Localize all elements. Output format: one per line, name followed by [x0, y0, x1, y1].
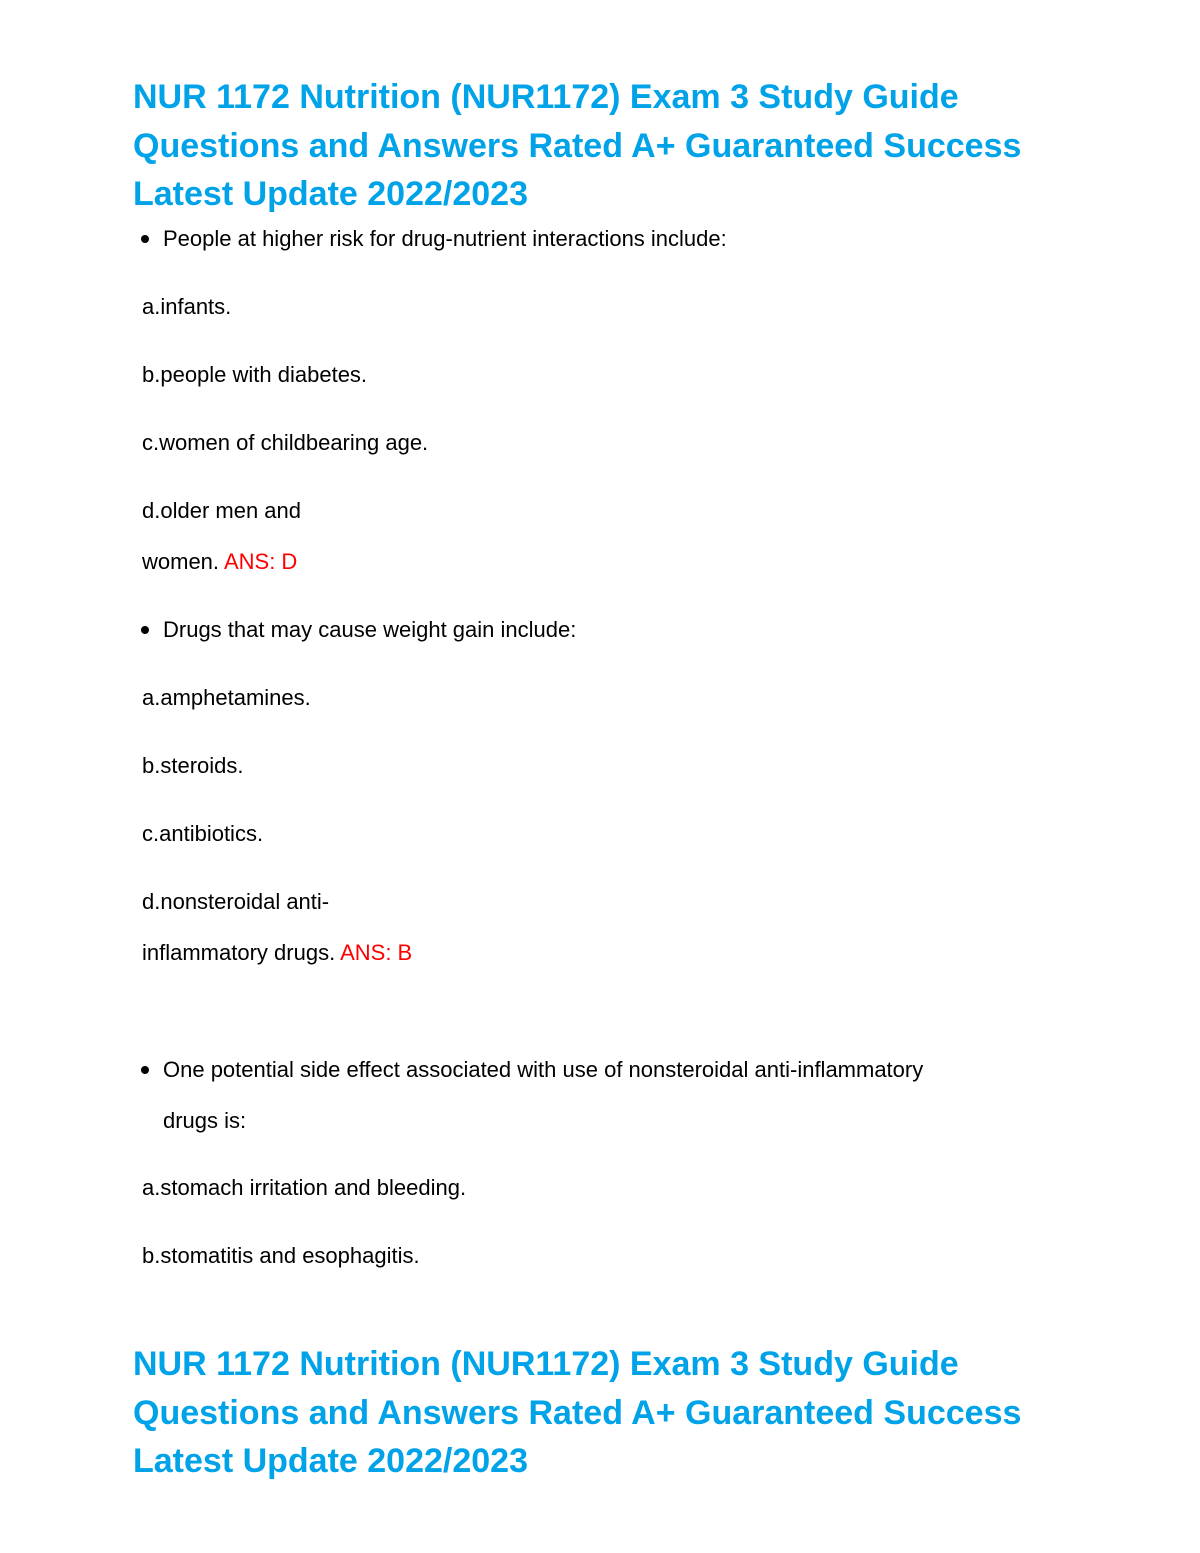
footer-title — [133, 1340, 1093, 1486]
title-line: NUR 1172 Nutrition (NUR1172) Exam 3 Study Guide — [133, 1345, 959, 1383]
option-c: c.women of childbearing age. — [142, 430, 429, 455]
option-a: a.amphetamines. — [142, 685, 311, 710]
question-text: One potential side effect associated with use of nonsteroidal anti-inflammatory — [163, 1057, 924, 1082]
question-3-continuation: drugs is: — [163, 1108, 247, 1133]
option-a: a.infants. — [142, 294, 232, 319]
title-line: Latest Update 2022/2023 — [133, 175, 528, 213]
continuation-text: women. — [142, 549, 220, 574]
title-line: Latest Update 2022/2023 — [133, 1442, 528, 1480]
option-b: b.stomatitis and esophagitis. — [142, 1243, 420, 1268]
document-title — [133, 73, 1093, 219]
bullet-icon — [141, 1066, 149, 1074]
option-d: d.older men and — [142, 498, 301, 523]
answer-key: ANS: D — [223, 549, 298, 574]
option-c: c.antibiotics. — [142, 821, 264, 846]
title-line: Questions and Answers Rated A+ Guaranteed Success — [133, 1393, 1022, 1432]
continuation-text: inflammatory drugs. — [142, 940, 336, 965]
option-d: d.nonsteroidal anti- — [142, 889, 330, 914]
bullet-icon — [141, 235, 149, 243]
option-a: a.stomach irritation and bleeding. — [142, 1175, 467, 1200]
option-b: b.steroids. — [142, 753, 244, 778]
title-line: Questions and Answers Rated A+ Guaranteed Success — [133, 126, 1022, 165]
question-text: Drugs that may cause weight gain include: — [163, 617, 577, 642]
question-1 — [163, 224, 727, 254]
title-line: NUR 1172 Nutrition (NUR1172) Exam 3 Study Guide — [133, 78, 959, 116]
question-2 — [163, 615, 576, 645]
option-d-continuation — [142, 938, 412, 968]
option-b: b.people with diabetes. — [142, 362, 368, 387]
question-3 — [163, 1055, 923, 1085]
answer-key: ANS: B — [340, 940, 413, 965]
bullet-icon — [141, 626, 149, 634]
option-d-continuation — [142, 547, 297, 577]
question-text: People at higher risk for drug-nutrient interactions include: — [163, 226, 727, 251]
